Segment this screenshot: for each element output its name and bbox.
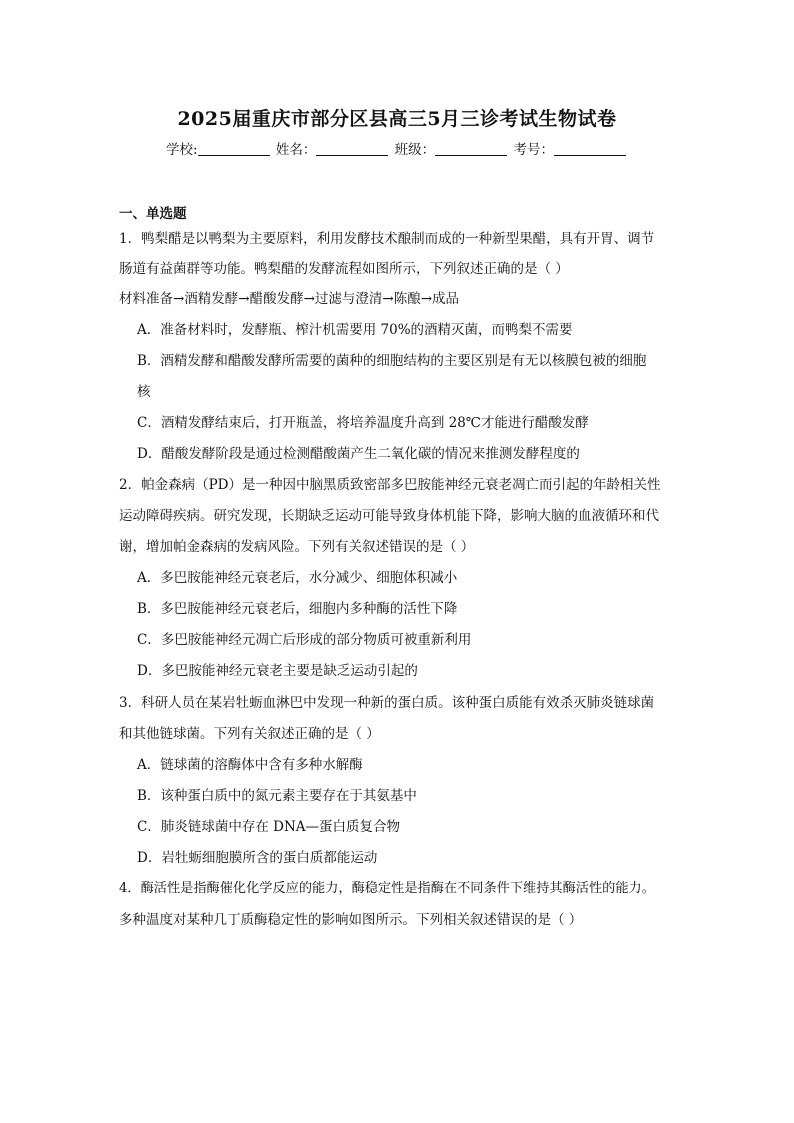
name-label: 姓名：	[275, 142, 317, 158]
q1-stem-line-1: 1．鸭梨醋是以鸭梨为主要原料，利用发酵技术酿制而成的一种新型果醋，具有开胃、调节	[119, 231, 655, 247]
q1-flow-chart: 材料准备→酒精发酵→醋酸发酵→过滤与澄清→陈酿→成品	[119, 291, 460, 307]
q1-option-b[interactable]: B．酒精发酵和醋酸发酵所需要的菌种的细胞结构的主要区别是有无以核膜包被的细胞	[137, 353, 647, 369]
q3-stem-line-2: 和其他链球菌。下列有关叙述正确的是（ ）	[119, 726, 380, 742]
q1-option-c[interactable]: C．酒精发酵结束后，打开瓶盖，将培养温度升高到 28℃才能进行醋酸发酵	[137, 415, 589, 431]
school-label: 学校:	[166, 142, 198, 158]
q2-option-a[interactable]: A．多巴胺能神经元衰老后，水分减少、细胞体积减小	[137, 570, 458, 586]
q2-option-d[interactable]: D．多巴胺能神经元衰老主要是缺乏运动引起的	[137, 663, 418, 679]
page-title: 2025届重庆市部分区县高三5月三诊考试生物试卷	[177, 108, 617, 130]
section-heading: 一、单选题	[119, 206, 187, 222]
exam-number-label: 考号：	[513, 142, 554, 158]
q4-stem-line-2: 多种温度对某种几丁质酶稳定性的影响如图所示。下列相关叙述错误的是（ ）	[119, 912, 583, 928]
q3-option-a[interactable]: A．链球菌的溶酶体中含有多种水解酶	[137, 757, 363, 773]
student-info-line	[0, 138, 794, 158]
class-label: 班级：	[394, 142, 436, 158]
q2-stem-line-3: 谢，增加帕金森病的发病风险。下列有关叙述错误的是（ ）	[119, 539, 475, 555]
q2-option-b[interactable]: B．多巴胺能神经元衰老后，细胞内多种酶的活性下降	[137, 601, 458, 617]
name-blank[interactable]	[316, 142, 388, 156]
q3-option-b[interactable]: B．该种蛋白质中的氮元素主要存在于其氨基中	[137, 788, 417, 804]
class-blank[interactable]	[435, 142, 507, 156]
q1-option-b-continued: 核	[137, 384, 151, 400]
q1-stem-line-2: 肠道有益菌群等功能。鸭梨醋的发酵流程如图所示，下列叙述正确的是（ ）	[119, 261, 569, 277]
q2-option-c[interactable]: C．多巴胺能神经元凋亡后形成的部分物质可被重新利用	[137, 632, 472, 648]
q3-option-c[interactable]: C．肺炎链球菌中存在 DNA—蛋白质复合物	[137, 819, 401, 835]
q1-option-d[interactable]: D．醋酸发酵阶段是通过检测醋酸菌产生二氧化碳的情况来推测发酵程度的	[137, 446, 580, 462]
school-blank[interactable]	[198, 142, 270, 156]
q3-option-d[interactable]: D．岩牡蛎细胞膜所含的蛋白质都能运动	[137, 850, 378, 866]
q1-option-a[interactable]: A．准备材料时，发酵瓶、榨汁机需要用 70%的酒精灭菌，而鸭梨不需要	[137, 322, 573, 338]
q2-stem-line-1: 2．帕金森病（PD）是一种因中脑黑质致密部多巴胺能神经元衰老凋亡而引起的年龄相关性	[119, 477, 661, 493]
q4-stem-line-1: 4．酶活性是指酶催化化学反应的能力，酶稳定性是指酶在不同条件下维持其酶活性的能力。	[119, 881, 655, 896]
exam-number-blank[interactable]	[554, 142, 626, 156]
q3-stem-line-1: 3．科研人员在某岩牡蛎血淋巴中发现一种新的蛋白质。该种蛋白质能有效杀灭肺炎链球菌	[119, 695, 655, 711]
q2-stem-line-2: 运动障碍疾病。研究发现，长期缺乏运动可能导致身体机能下降，影响大脑的血液循环和代	[119, 508, 659, 524]
